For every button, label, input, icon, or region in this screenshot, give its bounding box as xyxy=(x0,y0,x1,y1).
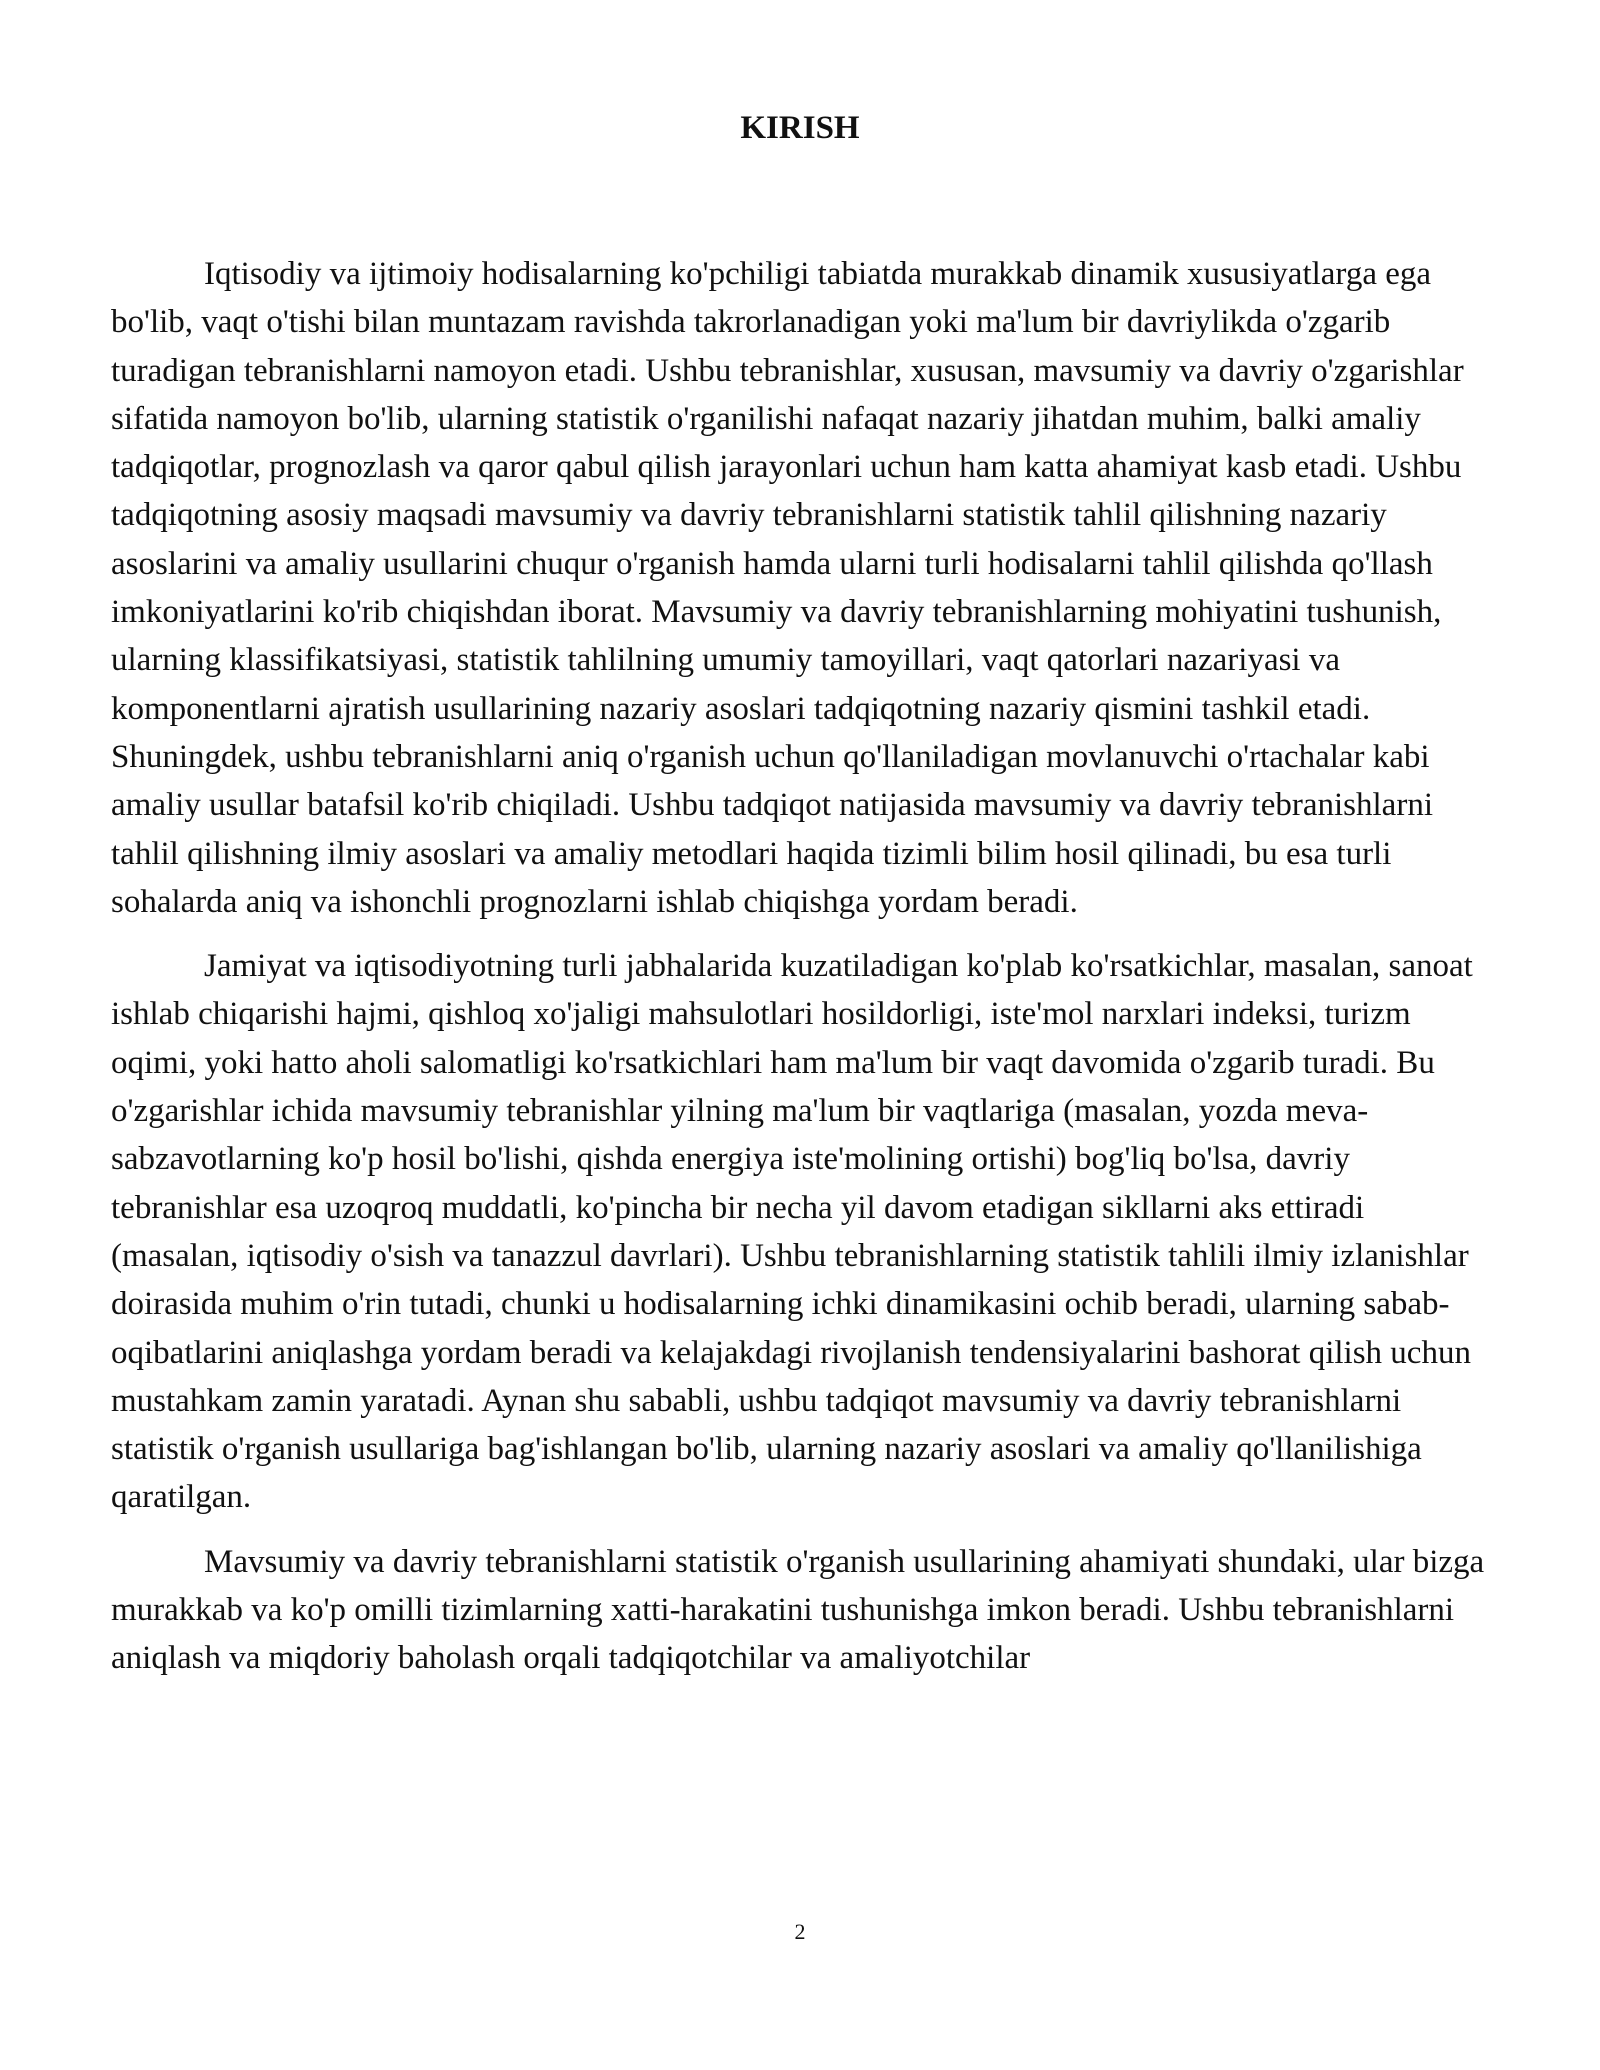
section-heading: KIRISH xyxy=(740,110,860,146)
page-number: 2 xyxy=(794,1919,806,1944)
paragraph-3: Mavsumiy va davriy tebranishlarni statistik o'rganish usullarining ahamiyati shundaki, ular bizga murakkab va ko'p omilli tizimlarning xatti-harakatini tushunishga imkon beradi. Ushbu tebranishlarni aniqlash va miqdoriy baholash orqali tadqiqotchilar va amaliyotchilar xyxy=(111,1543,1485,1677)
body-text xyxy=(111,250,1491,1699)
paragraph-2: Jamiyat va iqtisodiyotning turli jabhalarida kuzatiladigan ko'plab ko'rsatkichlar, masalan, sanoat ishlab chiqarishi hajmi, qishloq xo'jaligi mahsulotlari hosildorligi, iste'mol narxlari indeksi, turizm oqimi, yoki hatto aholi salomatligi ko'rsatkichlari ham ma'lum bir vaqt davomida o'zgarib turadi. Bu o'zgarishlar ichida mavsumiy tebranishlar yilning ma'lum bir vaqtlariga (masalan, yozda meva-sabzavotlarning ko'p hosil bo'lishi, qishda energiya iste'molining ortishi) bog'liq bo'lsa, davriy tebranishlar esa uzoqroq muddatli, ko'pincha bir necha yil davom etadigan sikllarni aks ettiradi (masalan, iqtisodiy o'sish va tanazzul davrlari). Ushbu tebranishlarning statistik tahlili ilmiy izlanishlar doirasida muhim o'rin tutadi, chunki u hodisalarning ichki dinamikasini ochib beradi, ularning sabab-oqibatlarini aniqlashga yordam beradi va kelajakdagi rivojlanish tendensiyalarini bashorat qilish uchun mustahkam zamin yaratadi. Aynan shu sababli, ushbu tadqiqot mavsumiy va davriy tebranishlarni statistik o'rganish usullariga bag'ishlangan bo'lib, ularning nazariy asoslari va amaliy qo'llanilishiga qaratilgan. xyxy=(111,948,1473,1516)
paragraph-1: Iqtisodiy va ijtimoiy hodisalarning ko'pchiligi tabiatda murakkab dinamik xususiyatlarga ega bo'lib, vaqt o'tishi bilan muntazam ravishda takrorlanadigan yoki ma'lum bir davriylikda o'zgarib turadigan tebranishlarni namoyon etadi. Ushbu tebranishlar, xususan, mavsumiy va davriy o'zgarishlar sifatida namoyon bo'lib, ularning statistik o'rganilishi nafaqat nazariy jihatdan muhim, balki amaliy tadqiqotlar, prognozlash va qaror qabul qilish jarayonlari uchun ham katta ahamiyat kasb etadi. Ushbu tadqiqotning asosiy maqsadi mavsumiy va davriy tebranishlarni statistik tahlil qilishning nazariy asoslarini va amaliy usullarini chuqur o'rganish hamda ularni turli hodisalarni tahlil qilishda qo'llash imkoniyatlarini ko'rib chiqishdan iborat. Mavsumiy va davriy tebranishlarning mohiyatini tushunish, ularning klassifikatsiyasi, statistik tahlilning umumiy tamoyillari, vaqt qatorlari nazariyasi va komponentlarni ajratish usullarining nazariy asoslari tadqiqotning nazariy qismini tashkil etadi. Shuningdek, ushbu tebranishlarni aniq o'rganish uchun qo'llaniladigan movlanuvchi o'rtachalar kabi amaliy usullar batafsil ko'rib chiqiladi. Ushbu tadqiqot natijasida mavsumiy va davriy tebranishlarni tahlil qilishning ilmiy asoslari va amaliy metodlari haqida tizimli bilim hosil qilinadi, bu esa turli sohalarda aniq va ishonchli prognozlarni ishlab chiqishga yordam beradi. xyxy=(111,256,1464,920)
